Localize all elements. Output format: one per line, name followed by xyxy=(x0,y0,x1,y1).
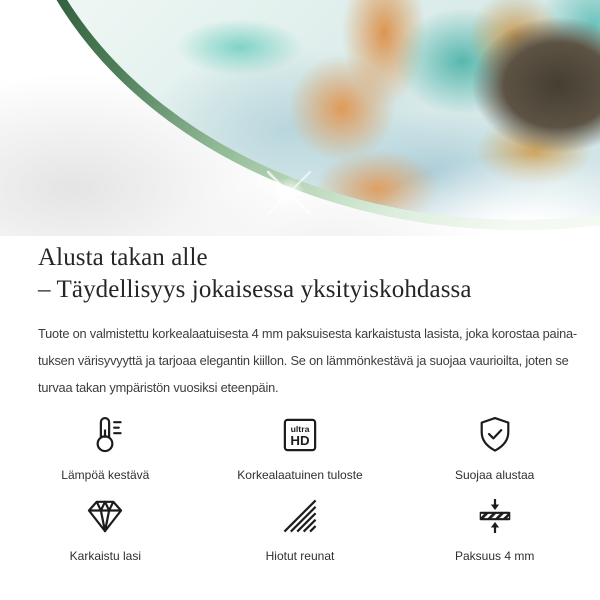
thermometer-icon xyxy=(83,413,127,460)
page-title xyxy=(38,242,562,306)
polished-edges-icon xyxy=(278,494,322,541)
feature-grid xyxy=(0,413,600,563)
description-line: tuksen värisyvyyttä ja tarjoaa elegantin kiillon. Se on lämmönkestävä ja suojaa vaurioilta, joten se xyxy=(38,353,569,368)
feature-label: Paksuus 4 mm xyxy=(454,549,535,563)
shield-check-icon xyxy=(473,413,517,460)
feature-ultra-hd-print xyxy=(203,413,398,482)
product-description-text xyxy=(38,320,577,401)
thickness-icon xyxy=(473,494,517,541)
feature-label: Korkealaatuinen tuloste xyxy=(237,468,363,482)
product-image xyxy=(0,0,600,236)
ultra-hd-icon-text-bottom: HD xyxy=(290,433,310,449)
page-title-line2: – Täydellisyys jokaisessa yksityiskohdassa xyxy=(38,276,472,303)
feature-thickness-4mm xyxy=(397,494,592,563)
description-line: Tuote on valmistettu korkealaatuisesta 4 mm paksuisesta karkaistusta lasista, joka korostaa paina- xyxy=(38,326,577,341)
feature-label: Suojaa alustaa xyxy=(454,468,535,482)
page-title-line1: Alusta takan alle xyxy=(38,244,208,271)
feature-label: Hiotut reunat xyxy=(265,549,335,563)
feature-label: Lämpöä kestävä xyxy=(61,468,150,482)
diamond-icon xyxy=(83,494,127,541)
feature-protects-base xyxy=(397,413,592,482)
ultra-hd-icon-text-top: ultra xyxy=(290,423,310,434)
feature-heat-resistant xyxy=(8,413,203,482)
product-description-section xyxy=(0,242,600,401)
feature-tempered-glass xyxy=(8,494,203,563)
feature-label: Karkaistu lasi xyxy=(69,549,142,563)
ultra-hd-icon xyxy=(278,413,322,460)
feature-polished-edges xyxy=(203,494,398,563)
description-line: turvaa takan ympäristön vuosiksi eteenpäin. xyxy=(38,380,279,395)
